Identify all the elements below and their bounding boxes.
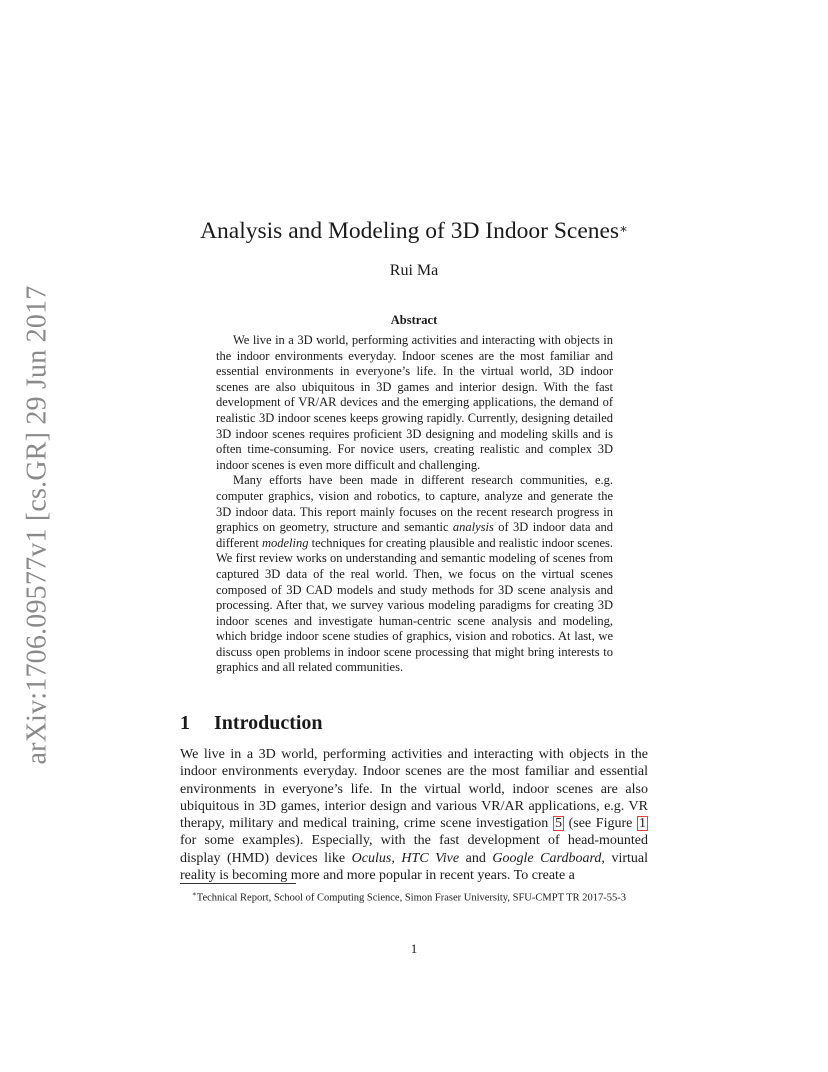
intro-text-6: , virtual reality is becoming more and more popular in recent years. To create a [180,850,648,884]
intro-text-1: We live in a 3D world, performing activities and interacting with objects in the indoor environments everyday. Indoor scenes are the most familiar and essential environments in everyone’s life. In the virtual world, indoor scenes are also ubiquitous in 3D games, interior design and various VR/AR applications, e.g. VR therapy, military and medical training, crime scene investigation [180,747,648,832]
abstract-paragraph-2 [216,473,613,676]
intro-emphasis-htc: HTC Vive [401,850,460,866]
abstract-paragraph-1: We live in a 3D world, performing activities and interacting with objects in the indoor environments everyday. Indoor scenes are the most familiar and essential environments in everyone’s life. In the virtual world, 3D indoor scenes are also ubiquitous in 3D games and interior design. With the fast development of VR/AR devices and the emerging applications, the demand of realistic 3D indoor scenes keeps growing rapidly. Currently, designing detailed 3D indoor scenes requires proficient 3D designing and modeling skills and is often time-consuming. For novice users, creating realistic and complex 3D indoor scenes is even more difficult and challenging. [216,333,613,472]
section-number: 1 [180,712,190,734]
footnote-mark: ∗ [192,890,197,898]
figure-link[interactable]: 1 [639,816,646,832]
section-heading [180,712,648,735]
arxiv-stamp [19,285,55,765]
intro-text-3: for some examples). Especially, with the fast development of head-mounted display (HMD) devices like [180,833,648,866]
arxiv-stamp-text: arXiv:1706.09577v1 [cs.GR] 29 Jun 2017 [21,285,52,765]
paper-title [180,216,648,246]
page-number: 1 [410,941,418,956]
intro-text-2: (see Figure [563,816,637,832]
intro-paragraph [180,746,648,884]
citation-link[interactable]: 5 [554,816,562,832]
abstract-p2-text-c: techniques for creating plausible and realistic indoor scenes. We first review works on understanding and semantic modeling of scenes from captured 3D data of the real world. Then, we focus on the virtual scenes composed of 3D CAD models and study methods for 3D scene analysis and processing. After that, we survey various modeling paradigms for creating 3D indoor scenes and investigate human-centric scene analysis and modeling, which bridge indoor scene studies of graphics, vision and robotics. At last, we discuss open problems in indoor scene processing that might bring interests to graphics and all related communities. [216,535,613,675]
abstract-p2-emphasis-modeling: modeling [261,535,309,550]
title-footnote-mark: ∗ [619,221,628,236]
intro-emphasis-oculus: Oculus, [351,850,395,866]
footnote-rule [180,883,296,884]
paper-title-text: Analysis and Modeling of 3D Indoor Scenes [200,218,620,244]
footnote-text: Technical Report, School of Computing Science, Simon Fraser University, SFU-CMPT TR 2017-55-3 [196,892,627,904]
author-name: Rui Ma [389,262,439,279]
abstract-heading: Abstract [390,313,438,327]
section-title: Introduction [214,712,323,734]
abstract-p2-text-a: Many efforts have been made in different research communities, e.g. computer graphics, vision and robotics, to capture, analyze and generate the 3D indoor data. This report mainly focuses on the recent research progress in graphics on geometry, structure and semantic [216,473,613,535]
abstract-p2-text-b: of 3D indoor data and different [216,520,613,550]
abstract-body [216,333,613,676]
intro-emphasis-google: Google Cardboard [492,850,602,866]
footnote [180,888,648,905]
intro-text-5: and [459,850,493,866]
abstract-p2-emphasis-analysis: analysis [452,520,494,535]
